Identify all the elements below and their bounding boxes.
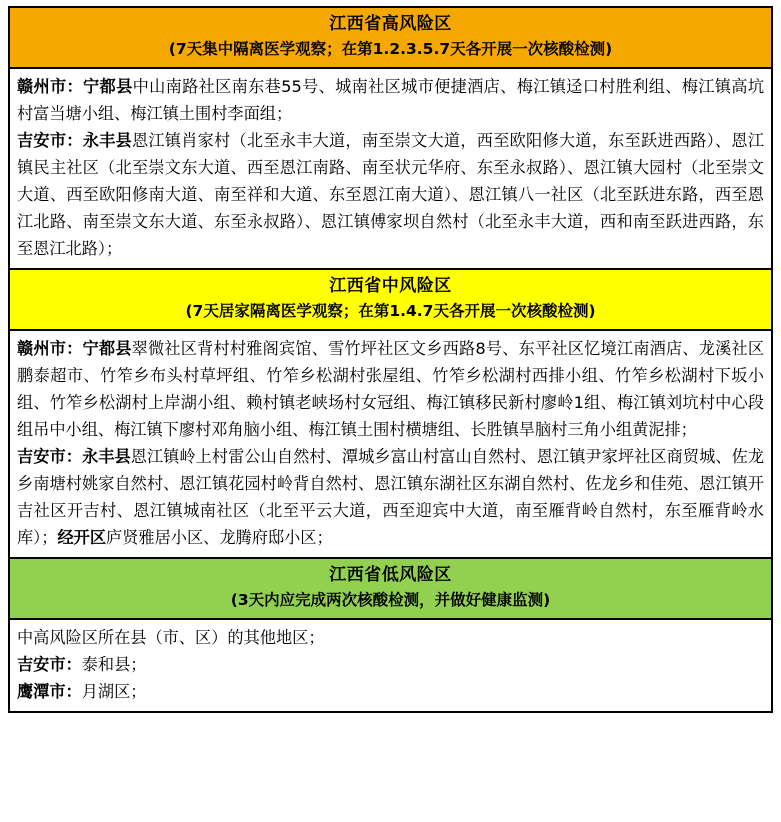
city-label: 赣州市： xyxy=(17,77,84,96)
county-label: 永丰县 xyxy=(81,447,131,466)
high-risk-header-cell xyxy=(9,7,772,68)
table-row-mid-risk-header xyxy=(9,269,772,330)
extra-district-detail-text: 庐贤雅居小区、龙腾府邸小区； xyxy=(106,528,333,547)
table-row-mid-risk-body xyxy=(9,330,772,558)
mid-risk-body-cell xyxy=(9,330,772,558)
county-label: 永丰县 xyxy=(82,131,132,150)
mid-risk-header-cell xyxy=(9,269,772,330)
table-row-low-risk-header xyxy=(9,558,772,619)
low-risk-entry-jian xyxy=(17,651,764,678)
high-risk-subtitle: (7天集中隔离医学观察；在第1.2.3.5.7天各开展一次核酸检测) xyxy=(168,40,613,58)
county-label: 宁都县 xyxy=(82,339,132,358)
high-risk-body-cell xyxy=(9,68,772,269)
high-risk-title: 江西省高风险区 xyxy=(329,14,452,34)
high-risk-entry-ganzhou xyxy=(17,73,764,127)
area-detail-text: 中山南路社区南东巷55号、城南社区城市便捷酒店、梅江镇迳口村胜利组、梅江镇高坑村富当塘小组、梅江镇土围村李面组； xyxy=(17,77,765,123)
low-risk-entry-general xyxy=(17,624,764,651)
low-risk-title: 江西省低风险区 xyxy=(329,565,452,585)
extra-district-label: 经开区 xyxy=(57,528,107,547)
county-label: 宁都县 xyxy=(83,77,133,96)
city-label: 吉安市： xyxy=(17,655,82,674)
mid-risk-title: 江西省中风险区 xyxy=(329,276,452,296)
low-risk-subtitle: (3天内应完成两次核酸检测，并做好健康监测) xyxy=(230,591,551,609)
low-risk-header-cell xyxy=(9,558,772,619)
city-label: 吉安市： xyxy=(17,131,83,150)
low-risk-entry-yingtan xyxy=(17,678,764,705)
area-detail-text: 月湖区； xyxy=(81,682,147,701)
mid-risk-entry-jian xyxy=(17,443,764,551)
risk-areas-table xyxy=(8,6,773,713)
mid-risk-entry-ganzhou xyxy=(17,335,764,443)
city-label: 鹰潭市： xyxy=(17,682,82,701)
high-risk-entry-jian xyxy=(17,127,764,262)
area-detail-text: 恩江镇岭上村雷公山自然村、潭城乡富山村富山自然村、恩江镇尹家坪社区商贸城、佐龙乡南塘村姚家自然村、恩江镇花园村岭背自然村、恩江镇东湖社区东湖自然村、佐龙乡和佳苑、恩江镇开吉社区开吉村、恩江镇城南社区（北至平云大道，西至迎宾中大道，南至雁背岭自然村，东至雁背岭水库）； xyxy=(17,447,765,547)
city-label: 赣州市： xyxy=(17,339,83,358)
table-row-low-risk-body xyxy=(9,619,772,712)
table-row-high-risk-body xyxy=(9,68,772,269)
low-risk-body-cell xyxy=(9,619,772,712)
mid-risk-subtitle: (7天居家隔离医学观察；在第1.4.7天各开展一次核酸检测) xyxy=(185,302,596,320)
city-label: 吉安市： xyxy=(17,447,82,466)
table-row-high-risk-header xyxy=(9,7,772,68)
area-detail-text: 中高风险区所在县（市、区）的其他地区； xyxy=(17,628,325,647)
area-detail-text: 翠微社区背村村雅阁宾馆、雪竹坪社区文乡西路8号、东平社区忆境江南酒店、龙溪社区鹏泰超市、竹笮乡布头村草坪组、竹笮乡松湖村张屋组、竹笮乡松湖村西排小组、竹笮乡松湖村下坂小组、竹笮乡松湖村上岸湖小组、赖村镇老峡场村女冠组、梅江镇移民新村廖岭1组、梅江镇刘坑村中心段组吊中小组、梅江镇下廖村邓角脑小组、梅江镇土围村横塘组、长胜镇旱脑村三角小组黄泥排； xyxy=(17,339,765,439)
area-detail-text: 泰和县； xyxy=(81,655,147,674)
area-detail-text: 恩江镇肖家村（北至永丰大道，南至崇文大道，西至欧阳修大道，东至跃进西路）、恩江镇民主社区（北至崇文东大道、西至恩江南路、南至状元华府、东至永叔路）、恩江镇大园村（北至崇文大道、西至欧阳修南大道、南至祥和大道、东至恩江南大道）、恩江镇八一社区（北至跃进东路，西至恩江北路、南至崇文东大道、东至永叔路）、恩江镇傅家坝自然村（北至永丰大道，西和南至跃进西路，东至恩江北路）； xyxy=(17,131,765,258)
